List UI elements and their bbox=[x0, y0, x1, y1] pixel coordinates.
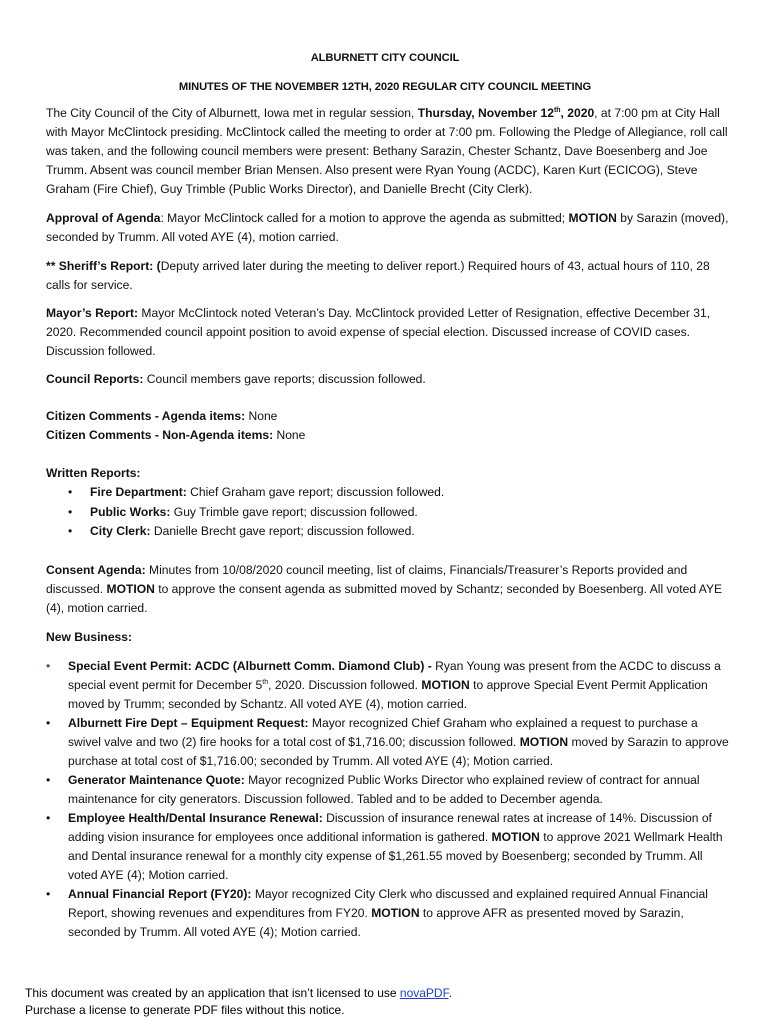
written-report-label: City Clerk: bbox=[90, 524, 151, 538]
date-suffix: th bbox=[262, 679, 269, 686]
motion-label: MOTION bbox=[106, 582, 155, 596]
list-item bbox=[46, 657, 730, 714]
new-business-heading: New Business: bbox=[46, 630, 133, 644]
new-business-item-text: Mayor recognized Public Works Director who explained review of contract for annual maintenance for city generators. Discussion followed. Tabled and to be added to December agenda. bbox=[68, 773, 700, 806]
list-item bbox=[46, 809, 730, 885]
new-business-list-wrap bbox=[46, 657, 730, 942]
meeting-date: Thursday, November 12 bbox=[417, 106, 554, 120]
mayors-report-label: Mayor’s Report: bbox=[46, 306, 139, 320]
list-item bbox=[46, 483, 730, 503]
bullet-icon: • bbox=[46, 773, 51, 787]
new-business-list bbox=[46, 657, 730, 942]
citizen-comments-agenda-text: None bbox=[245, 409, 278, 423]
approval-of-agenda-label: Approval of Agenda bbox=[46, 211, 161, 225]
bullet-icon: • bbox=[46, 659, 51, 673]
written-report-label: Public Works: bbox=[90, 504, 171, 519]
approval-of-agenda-text: : Mayor McClintock called for a motion to approve the agenda as submitted; bbox=[160, 211, 569, 225]
consent-agenda-text-end: to approve the consent agenda as submitted moved by Schantz; seconded by Boesenberg. All voted AYE (4), motion carried. bbox=[46, 582, 723, 615]
consent-agenda-label: Consent Agenda: bbox=[46, 563, 146, 577]
new-business-item-label: Employee Health/Dental Insurance Renewal: bbox=[68, 811, 323, 825]
citizen-comments-agenda-label: Citizen Comments - Agenda items: bbox=[46, 409, 246, 423]
written-report-text: Danielle Brecht gave report; discussion followed. bbox=[150, 524, 415, 538]
written-report-text: Guy Trimble gave report; discussion followed. bbox=[170, 504, 418, 519]
license-notice bbox=[25, 985, 452, 1019]
mayors-report-text: Mayor McClintock noted Veteran’s Day. McClintock provided Letter of Resignation, effective December 31, 2020. Recommended council appoint position to avoid expense of special election. Discussed increase of COVID cases. Discussion followed. bbox=[46, 306, 711, 358]
council-reports-label: Council Reports: bbox=[46, 372, 144, 386]
new-business-item-text: Mayor recognized Chief Graham who explained a request to purchase a swivel valve and two (2) fire hooks for a total cost of $1,716.00; discussion followed. bbox=[68, 716, 698, 749]
list-item bbox=[46, 771, 730, 809]
license-notice-period: . bbox=[448, 986, 452, 1000]
bullet-icon: • bbox=[46, 887, 51, 901]
written-reports-heading: Written Reports: bbox=[46, 466, 141, 480]
new-business-item-text: , 2020. Discussion followed. bbox=[268, 678, 422, 692]
bullet-icon: • bbox=[46, 716, 51, 730]
intro-text-rest: , at 7:00 pm at City Hall with Mayor McClintock presiding. McClintock called the meeting to order at 7:00 pm. Following the Pledge of Allegiance, roll call was taken, and the following council members were present: Bethany Sarazin, Chester Schantz, Dave Boesenberg and Joe Trumm. Absent was council member Brian Mensen. Also present were Ryan Young (ACDC), Karen Kurt (ECICOG), Steve Graham (Fire Chief), Guy Trimble (Public Works Director), and Danielle Brecht (City Clerk). bbox=[46, 106, 728, 196]
list-item bbox=[46, 714, 730, 771]
new-business bbox=[46, 628, 730, 647]
list-item bbox=[46, 522, 730, 542]
mayors-report bbox=[46, 304, 730, 361]
written-reports-list bbox=[46, 483, 730, 542]
document-subtitle: MINUTES OF THE NOVEMBER 12TH, 2020 REGULAR CITY COUNCIL MEETING bbox=[178, 81, 592, 93]
written-report-label: Fire Department: bbox=[90, 485, 187, 499]
meeting-date-suffix: th bbox=[553, 107, 561, 114]
list-item bbox=[46, 885, 730, 942]
new-business-item-text: Mayor recognized City Clerk who discussed and explained required Annual Financial Report, showing revenues and expenditures from FY20. bbox=[68, 887, 708, 920]
sheriffs-report-text: Deputy arrived later during the meeting to deliver report.) Required hours of 43, actual hours of 110, 28 calls for service. bbox=[46, 259, 710, 292]
council-reports bbox=[46, 370, 730, 389]
written-report-text: Chief Graham gave report; discussion followed. bbox=[186, 485, 445, 499]
consent-agenda bbox=[46, 561, 730, 618]
approval-of-agenda bbox=[46, 209, 730, 247]
new-business-item-label: Alburnett Fire Dept – Equipment Request: bbox=[68, 716, 309, 730]
written-reports bbox=[46, 464, 730, 542]
new-business-item-text: to approve 2021 Wellmark Health and Dental insurance renewal for a monthly city expense of $1,261.55 moved by Boesenberg; seconded by Trumm. All voted AYE (4); Motion carried. bbox=[68, 830, 723, 882]
new-business-item-text: to approve AFR as presented moved by Sarazin, seconded by Trumm. All voted AYE (4); Motion carried. bbox=[68, 906, 684, 939]
motion-label: MOTION bbox=[568, 211, 617, 225]
citizen-comments-nonagenda-text: None bbox=[273, 428, 306, 442]
motion-label: MOTION bbox=[491, 830, 540, 844]
council-reports-text: Council members gave reports; discussion followed. bbox=[143, 372, 426, 386]
sheriffs-report-label: ** Sheriff’s Report: ( bbox=[46, 259, 161, 273]
bullet-icon: • bbox=[68, 524, 73, 538]
license-notice-line2: Purchase a license to generate PDF files without this notice. bbox=[25, 1003, 345, 1017]
new-business-item-text: to approve Special Event Permit Application moved by Trumm; seconded by Schantz. All voted AYE (4), motion carried. bbox=[68, 678, 708, 711]
citizen-comments-nonagenda-label: Citizen Comments - Non-Agenda items: bbox=[46, 428, 274, 442]
motion-label: MOTION bbox=[519, 735, 569, 749]
citizen-comments bbox=[46, 407, 730, 445]
document-title: ALBURNETT CITY COUNCIL bbox=[310, 52, 460, 64]
new-business-item-label: Annual Financial Report (FY20): bbox=[68, 887, 252, 901]
new-business-item-label: Special Event Permit: ACDC (Alburnett Comm. Diamond Club) - bbox=[68, 659, 432, 673]
novapdf-link[interactable]: novaPDF bbox=[399, 986, 449, 1000]
new-business-item-text: moved by Sarazin to approve purchase at total cost of $1,716.00; seconded by Trumm. All voted AYE (4); Motion carried. bbox=[68, 735, 729, 768]
sheriffs-report bbox=[46, 257, 730, 295]
new-business-item-label: Generator Maintenance Quote: bbox=[68, 773, 245, 787]
list-item bbox=[46, 503, 730, 523]
intro-paragraph bbox=[46, 104, 730, 199]
new-business-item-text: Ryan Young was present from the ACDC to discuss a special event permit for December 5 bbox=[68, 659, 721, 692]
bullet-icon: • bbox=[68, 504, 73, 519]
consent-agenda-text: Minutes from 10/08/2020 council meeting, list of claims, Financials/Treasurer’s Reports provided and discussed. bbox=[46, 563, 688, 596]
new-business-item-text: Discussion of insurance renewal rates at increase of 14%. Discussion of adding vision insurance for employees once additional information is gathered. bbox=[68, 811, 712, 844]
motion-label: MOTION bbox=[371, 906, 420, 920]
motion-label: MOTION bbox=[421, 678, 470, 692]
license-notice-text: This document was created by an application that isn’t licensed to use bbox=[25, 986, 400, 1000]
approval-of-agenda-text-end: by Sarazin (moved), seconded by Trumm. All voted AYE (4), motion carried. bbox=[46, 211, 729, 244]
bullet-icon: • bbox=[46, 811, 51, 825]
intro-text-start: The City Council of the City of Alburnett, Iowa met in regular session, bbox=[46, 106, 418, 120]
bullet-icon: • bbox=[68, 485, 73, 499]
meeting-date-year: , 2020 bbox=[560, 106, 595, 120]
